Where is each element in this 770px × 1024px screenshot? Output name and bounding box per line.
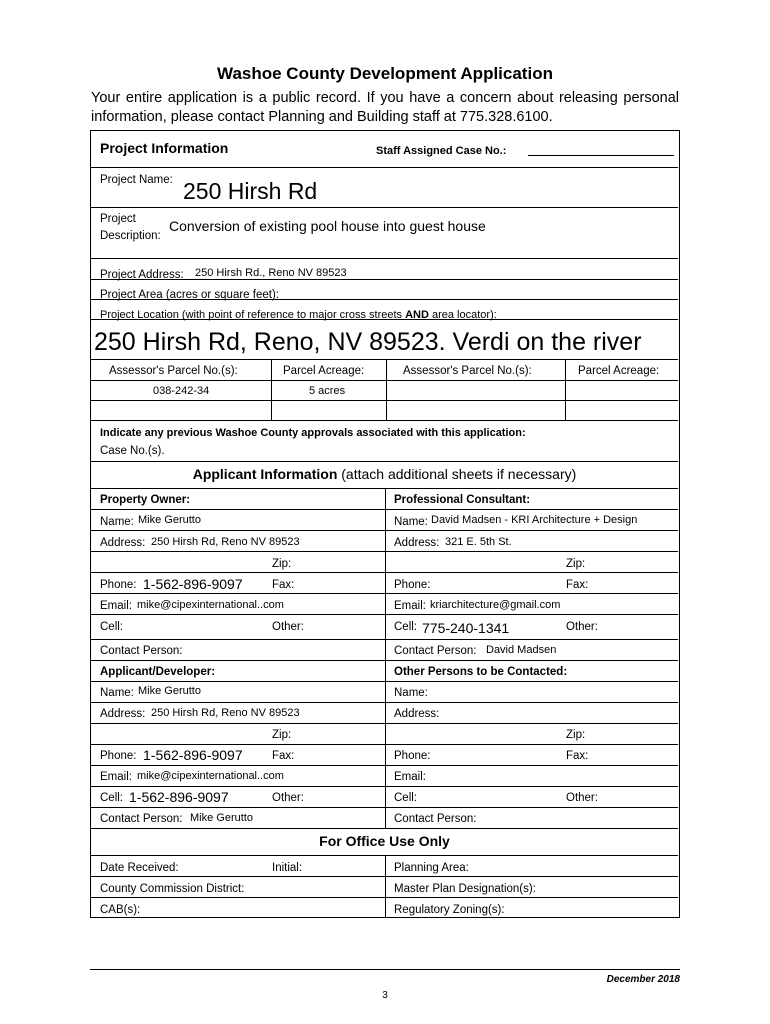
property-owner-heading: Property Owner: — [100, 494, 191, 506]
developer-address-label: Address: — [100, 708, 146, 720]
owner-name-label: Name: — [100, 516, 134, 528]
developer-heading: Applicant/Developer: — [100, 666, 216, 678]
consultant-name-value: David Madsen - KRI Architecture + Design — [431, 514, 638, 526]
consultant-heading: Professional Consultant: — [394, 494, 531, 506]
developer-fax-label: Fax: — [272, 750, 295, 762]
developer-contact-label: Contact Person: — [100, 813, 183, 825]
others-name-label: Name: — [394, 687, 428, 699]
owner-phone-value: 1-562-896-9097 — [143, 576, 243, 592]
parcel-header-4: Parcel Acreage: — [578, 365, 660, 377]
parcel-no-value: 038-242-34 — [153, 385, 210, 397]
developer-name-value: Mike Gerutto — [138, 685, 201, 697]
project-desc-label-2: Description: — [100, 230, 161, 242]
developer-cell-label: Cell: — [100, 792, 124, 804]
consultant-other-label: Other: — [566, 621, 598, 633]
project-name-label: Project Name: — [100, 174, 173, 186]
project-name-value: 250 Hirsh Rd — [183, 178, 318, 204]
project-address-value: 250 Hirsh Rd., Reno NV 89523 — [195, 267, 347, 279]
staff-case-label: Staff Assigned Case No.: — [376, 145, 507, 157]
parcel-acreage-value: 5 acres — [309, 385, 346, 397]
intro-paragraph: Your entire application is a public record. If you have a concern about releasing personal information, please contact Planning and Building staff at 775.328.6100. — [91, 90, 679, 125]
consultant-phone-label: Phone: — [394, 579, 431, 591]
document-title: Washoe County Development Application — [217, 64, 553, 83]
applicant-info-heading: Applicant Information (attach additional sheets if necessary) — [192, 466, 577, 482]
others-cell-label: Cell: — [394, 792, 418, 804]
others-contact-label: Contact Person: — [394, 813, 477, 825]
developer-phone-value: 1-562-896-9097 — [143, 747, 243, 763]
owner-zip-label: Zip: — [272, 558, 292, 570]
owner-address-value: 250 Hirsh Rd, Reno NV 89523 — [151, 536, 300, 548]
owner-email-label: Email: — [100, 600, 132, 612]
application-form — [90, 130, 680, 918]
case-no-label: Case No.(s). — [100, 445, 165, 457]
consultant-address-value: 321 E. 5th St. — [445, 536, 512, 548]
project-location-label: Project Location (with point of reference to major cross streets AND area locator): — [100, 309, 497, 321]
footer-date: December 2018 — [606, 974, 680, 985]
regulatory-zoning-label: Regulatory Zoning(s): — [394, 904, 505, 916]
parcel-header-2: Parcel Acreage: — [283, 365, 365, 377]
project-address-label: Project Address: — [100, 269, 184, 281]
consultant-cell-value: 775-240-1341 — [422, 620, 510, 636]
developer-name-label: Name: — [100, 687, 134, 699]
developer-phone-label: Phone: — [100, 750, 137, 762]
cab-label: CAB(s): — [100, 904, 141, 916]
owner-cell-label: Cell: — [100, 621, 124, 633]
previous-approvals-label: Indicate any previous Washoe County approvals associated with this application: — [100, 427, 526, 439]
developer-cell-value: 1-562-896-9097 — [129, 789, 229, 805]
consultant-address-label: Address: — [394, 537, 440, 549]
others-other-label: Other: — [566, 792, 598, 804]
parcel-header-3: Assessor's Parcel No.(s): — [403, 365, 532, 377]
owner-other-label: Other: — [272, 621, 304, 633]
page-number: 3 — [382, 990, 388, 1001]
footer-divider — [90, 969, 680, 970]
owner-name-value: Mike Gerutto — [138, 514, 201, 526]
developer-zip-label: Zip: — [272, 729, 292, 741]
owner-email-value: mike@cipexinternational..com — [137, 599, 284, 611]
project-area-label: Project Area (acres or square feet): — [100, 289, 279, 301]
date-received-label: Date Received: — [100, 862, 179, 874]
owner-fax-label: Fax: — [272, 579, 295, 591]
developer-email-label: Email: — [100, 771, 132, 783]
developer-email-value: mike@cipexinternational..com — [137, 770, 284, 782]
project-desc-value: Conversion of existing pool house into guest house — [169, 218, 486, 234]
master-plan-label: Master Plan Designation(s): — [394, 883, 536, 895]
commission-district-label: County Commission District: — [100, 883, 245, 895]
project-desc-label-1: Project — [100, 213, 136, 225]
consultant-fax-label: Fax: — [566, 579, 589, 591]
developer-contact-value: Mike Gerutto — [190, 812, 253, 824]
owner-contact-label: Contact Person: — [100, 645, 183, 657]
others-heading: Other Persons to be Contacted: — [394, 666, 568, 678]
office-use-heading: For Office Use Only — [319, 833, 450, 849]
consultant-email-label: Email: — [394, 600, 426, 612]
consultant-cell-label: Cell: — [394, 621, 418, 633]
others-fax-label: Fax: — [566, 750, 589, 762]
consultant-email-value: kriarchitecture@gmail.com — [430, 599, 561, 611]
project-info-heading: Project Information — [100, 140, 229, 156]
owner-phone-label: Phone: — [100, 579, 137, 591]
initial-label: Initial: — [272, 862, 303, 874]
others-address-label: Address: — [394, 708, 440, 720]
developer-other-label: Other: — [272, 792, 304, 804]
planning-area-label: Planning Area: — [394, 862, 469, 874]
others-zip-label: Zip: — [566, 729, 586, 741]
others-email-label: Email: — [394, 771, 426, 783]
consultant-name-label: Name: — [394, 516, 428, 528]
owner-address-label: Address: — [100, 537, 146, 549]
developer-address-value: 250 Hirsh Rd, Reno NV 89523 — [151, 707, 300, 719]
consultant-contact-label: Contact Person: — [394, 645, 477, 657]
consultant-zip-label: Zip: — [566, 558, 586, 570]
others-phone-label: Phone: — [394, 750, 431, 762]
parcel-header-1: Assessor's Parcel No.(s): — [109, 365, 238, 377]
project-location-value: 250 Hirsh Rd, Reno, NV 89523. Verdi on the river — [94, 328, 642, 356]
consultant-contact-value: David Madsen — [486, 644, 557, 656]
